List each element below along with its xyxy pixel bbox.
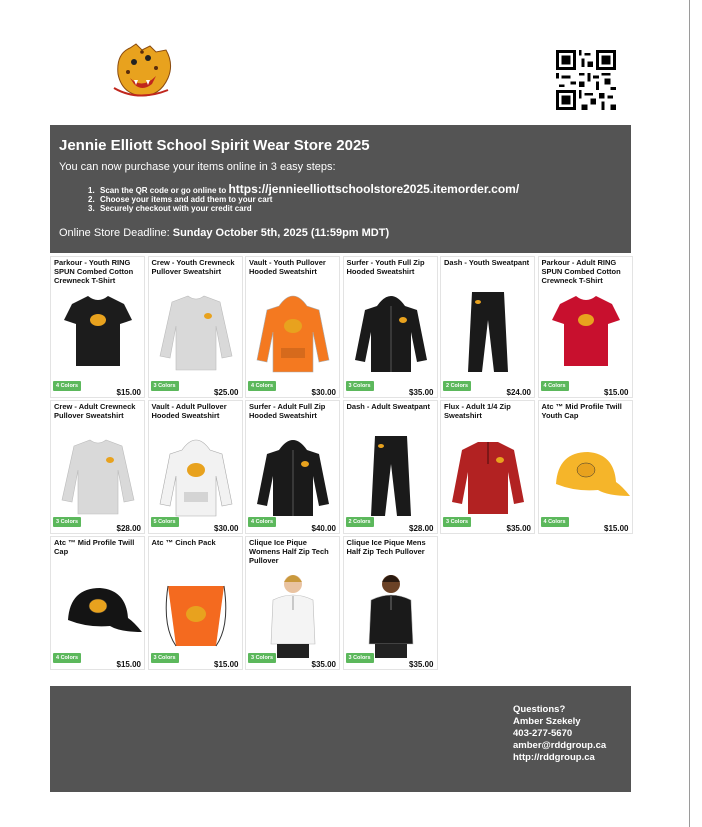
product-name[interactable]: Crew - Adult Crewneck Pullover Sweatshirt: [54, 402, 136, 420]
product-price: $15.00: [604, 524, 629, 533]
step-text: Choose your items and add them to your cart: [100, 195, 273, 204]
store-info-banner: [50, 125, 631, 253]
color-count-badge: 3 Colors: [443, 517, 471, 527]
product-name[interactable]: Parkour - Youth RING SPUN Combed Cotton Crewneck T-Shirt: [54, 258, 134, 285]
product-price: $28.00: [409, 524, 434, 533]
contact-heading: Questions?: [513, 704, 566, 715]
product-card[interactable]: [440, 256, 535, 398]
product-image-zip-hoodie-black[interactable]: [347, 286, 435, 378]
product-name[interactable]: Crew - Youth Crewneck Pullover Sweatshirt: [151, 258, 235, 276]
store-title: Jennie Elliott School Spirit Wear Store 2025: [59, 137, 370, 154]
contact-phone[interactable]: 403-277-5670: [513, 728, 573, 739]
product-image-tshirt-red[interactable]: [542, 286, 630, 378]
product-price: $25.00: [214, 388, 239, 397]
step-number: 2.: [88, 195, 95, 204]
product-name[interactable]: Dash - Youth Sweatpant: [444, 258, 530, 267]
color-count-badge: 4 Colors: [248, 381, 276, 391]
school-jaguar-logo: [108, 40, 180, 102]
color-count-badge: 3 Colors: [151, 653, 179, 663]
step-item: [88, 182, 520, 196]
color-count-badge: 4 Colors: [53, 381, 81, 391]
product-name[interactable]: Dash - Adult Sweatpant: [346, 402, 430, 411]
product-image-pullover-black-mens[interactable]: [347, 566, 435, 658]
product-image-quarter-zip-red[interactable]: [444, 430, 532, 522]
product-image-sweatshirt-grey[interactable]: [152, 286, 240, 378]
product-price: $30.00: [311, 388, 336, 397]
step-item: [88, 204, 519, 213]
color-count-badge: 4 Colors: [541, 517, 569, 527]
page-edge-divider: [689, 0, 690, 827]
color-count-badge: 3 Colors: [151, 381, 179, 391]
color-count-badge: 4 Colors: [248, 517, 276, 527]
product-card[interactable]: [538, 400, 633, 534]
store-subtitle: You can now purchase your items online in 3 easy steps:: [59, 161, 336, 173]
product-image-sweatshirt-grey[interactable]: [54, 430, 142, 522]
product-name[interactable]: Vault - Adult Pullover Hooded Sweatshirt: [151, 402, 227, 420]
contact-footer: [50, 686, 631, 792]
deadline-label: Online Store Deadline:: [59, 227, 173, 239]
product-image-cinch-pack-orange[interactable]: [152, 566, 240, 658]
color-count-badge: 3 Colors: [248, 653, 276, 663]
contact-name: Amber Szekely: [513, 716, 581, 727]
product-image-sweatpant-black[interactable]: [444, 286, 532, 378]
product-card[interactable]: [343, 536, 438, 670]
product-card[interactable]: [50, 536, 145, 670]
product-price: $35.00: [409, 388, 434, 397]
product-price: $15.00: [116, 660, 141, 669]
product-price: $40.00: [311, 524, 336, 533]
color-count-badge: 5 Colors: [151, 517, 179, 527]
product-image-cap-black[interactable]: [54, 566, 142, 658]
store-url-link[interactable]: https://jennieelliottschoolstore2025.itemorder.com/: [228, 182, 520, 196]
step-item: [88, 195, 519, 204]
product-price: $15.00: [116, 388, 141, 397]
color-count-badge: 2 Colors: [443, 381, 471, 391]
contact-website[interactable]: http://rddgroup.ca: [513, 752, 595, 763]
product-card[interactable]: [50, 256, 145, 398]
product-image-pullover-white-womens[interactable]: [249, 566, 337, 658]
step-text: Scan the QR code or go online to: [100, 186, 229, 195]
product-card[interactable]: [538, 256, 633, 398]
product-card[interactable]: [245, 400, 340, 534]
product-name[interactable]: Atc ™ Mid Profile Twill Cap: [54, 538, 135, 556]
product-grid: [50, 256, 631, 681]
product-card[interactable]: [50, 400, 145, 534]
deadline-value: Sunday October 5th, 2025 (11:59pm MDT): [172, 227, 390, 239]
product-card[interactable]: [245, 256, 340, 398]
product-card[interactable]: [148, 400, 243, 534]
product-name[interactable]: Atc ™ Cinch Pack: [151, 538, 216, 547]
product-image-cap-gold[interactable]: [542, 430, 630, 522]
color-count-badge: 3 Colors: [346, 381, 374, 391]
product-name[interactable]: Clique Ice Pique Womens Half Zip Tech Pullover: [249, 538, 329, 565]
product-image-hoodie-orange[interactable]: [249, 286, 337, 378]
color-count-badge: 3 Colors: [346, 653, 374, 663]
product-card[interactable]: [148, 536, 243, 670]
color-count-badge: 2 Colors: [346, 517, 374, 527]
product-name[interactable]: Surfer - Adult Full Zip Hooded Sweatshirt: [249, 402, 326, 420]
product-price: $15.00: [604, 388, 629, 397]
product-card[interactable]: [440, 400, 535, 534]
product-name[interactable]: Clique Ice Pique Mens Half Zip Tech Pullover: [346, 538, 426, 556]
product-card[interactable]: [148, 256, 243, 398]
product-price: $35.00: [409, 660, 434, 669]
step-number: 3.: [88, 204, 95, 213]
purchase-steps-list: [88, 182, 520, 213]
product-name[interactable]: Flux - Adult 1/4 Zip Sweatshirt: [444, 402, 511, 420]
contact-email[interactable]: amber@rddgroup.ca: [513, 740, 607, 751]
product-name[interactable]: Parkour - Adult RING SPUN Combed Cotton Crewneck T-Shirt: [541, 258, 621, 285]
qr-code[interactable]: [556, 50, 616, 110]
product-price: $28.00: [116, 524, 141, 533]
product-image-tshirt-black[interactable]: [54, 286, 142, 378]
step-text: Securely checkout with your credit card: [100, 204, 252, 213]
product-price: $35.00: [311, 660, 336, 669]
product-card[interactable]: [343, 256, 438, 398]
product-price: $35.00: [506, 524, 531, 533]
product-image-sweatpant-black[interactable]: [347, 430, 435, 522]
product-name[interactable]: Atc ™ Mid Profile Twill Youth Cap: [541, 402, 622, 420]
product-card[interactable]: [343, 400, 438, 534]
product-name[interactable]: Surfer - Youth Full Zip Hooded Sweatshirt: [346, 258, 425, 276]
product-price: $24.00: [506, 388, 531, 397]
color-count-badge: 3 Colors: [53, 517, 81, 527]
product-name[interactable]: Vault - Youth Pullover Hooded Sweatshirt: [249, 258, 326, 276]
product-card[interactable]: [245, 536, 340, 670]
product-price: $15.00: [214, 660, 239, 669]
store-deadline: [59, 227, 389, 239]
contact-block: [513, 704, 606, 764]
product-image-hoodie-white[interactable]: [152, 430, 240, 522]
step-number: 1.: [88, 186, 95, 195]
product-image-zip-hoodie-black[interactable]: [249, 430, 337, 522]
color-count-badge: 4 Colors: [53, 653, 81, 663]
color-count-badge: 4 Colors: [541, 381, 569, 391]
product-price: $30.00: [214, 524, 239, 533]
